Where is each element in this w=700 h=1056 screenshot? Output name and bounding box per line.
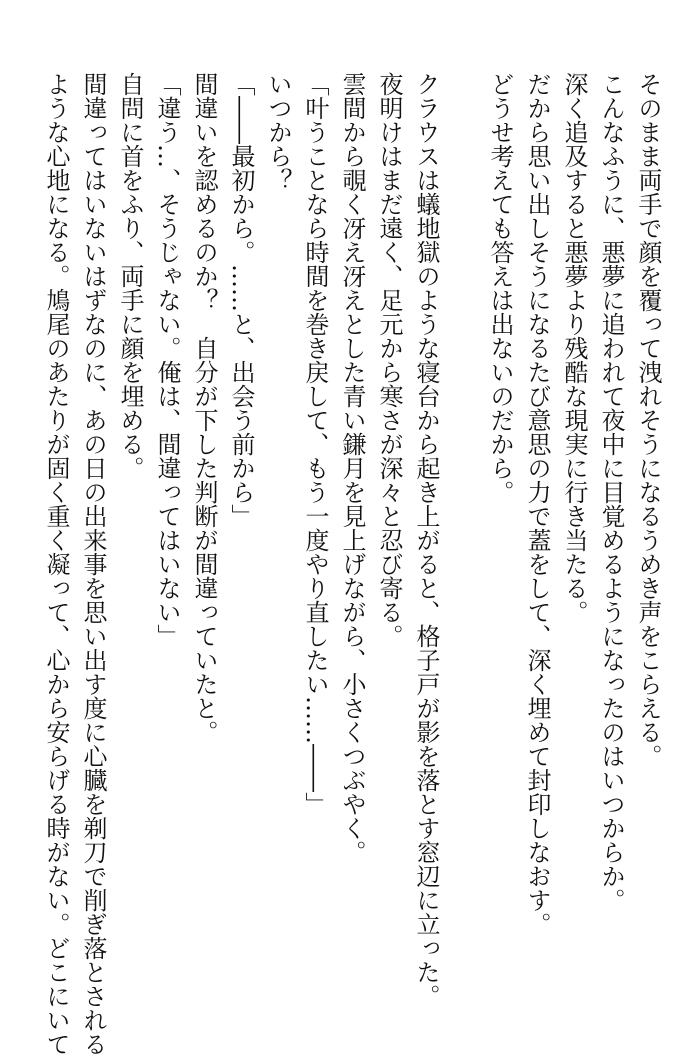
- text-line: ような心地になる。鳩尾のあたりが固く重く凝って、心から安らげる時がない。どこにいて: [42, 72, 70, 1056]
- vertical-text-body: [37, 72, 666, 1056]
- text-line: 深く追及すると悪夢より残酷な現実に行き当たる。: [560, 72, 588, 624]
- text-line: クラウスは蟻地獄のような寝台から起き上がると、格子戸が影を落とす窓辺に立った。: [412, 72, 440, 1008]
- text-line: 間違ってはいないはずなのに、あの日の出来事を思い出す度に心臓を剃刀で削ぎ落とされる: [79, 72, 107, 1056]
- text-line: 雲間から覗く冴え冴えとした青い鎌月を見上げながら、小さくつぶやく。: [338, 72, 366, 864]
- text-line: こんなふうに、悪夢に追われて夜中に目覚めるようになったのはいつからか。: [597, 72, 625, 912]
- text-line: 自問に首をふり、両手に顔を埋める。: [116, 72, 144, 480]
- text-line: だから思い出しそうになるたび意思の力で蓋をして、深く埋めて封印しなおす。: [523, 72, 551, 936]
- paragraph-gap: [444, 72, 481, 952]
- text-line: 間違いを認めるのか？ 自分が下した判断が間違っていたと。: [190, 72, 218, 744]
- text-line: いつから？: [264, 72, 292, 192]
- text-line: 「叶うことなら時間を巻き戻して、もう一度やり直したい……――」: [301, 72, 329, 816]
- text-line: そのまま両手で顔を覆って洩れそうになるうめき声をこらえる。: [634, 72, 662, 768]
- text-line: 「違う…、そうじゃない。俺は、間違ってはいない」: [153, 72, 181, 648]
- text-line: 夜明けはまだ遠く、足元から寒さが深々と忍び寄る。: [375, 72, 403, 648]
- text-line: 「――最初から。……と、出会う前から」: [227, 72, 255, 528]
- text-line: どうせ考えても答えは出ないのだから。: [486, 72, 514, 504]
